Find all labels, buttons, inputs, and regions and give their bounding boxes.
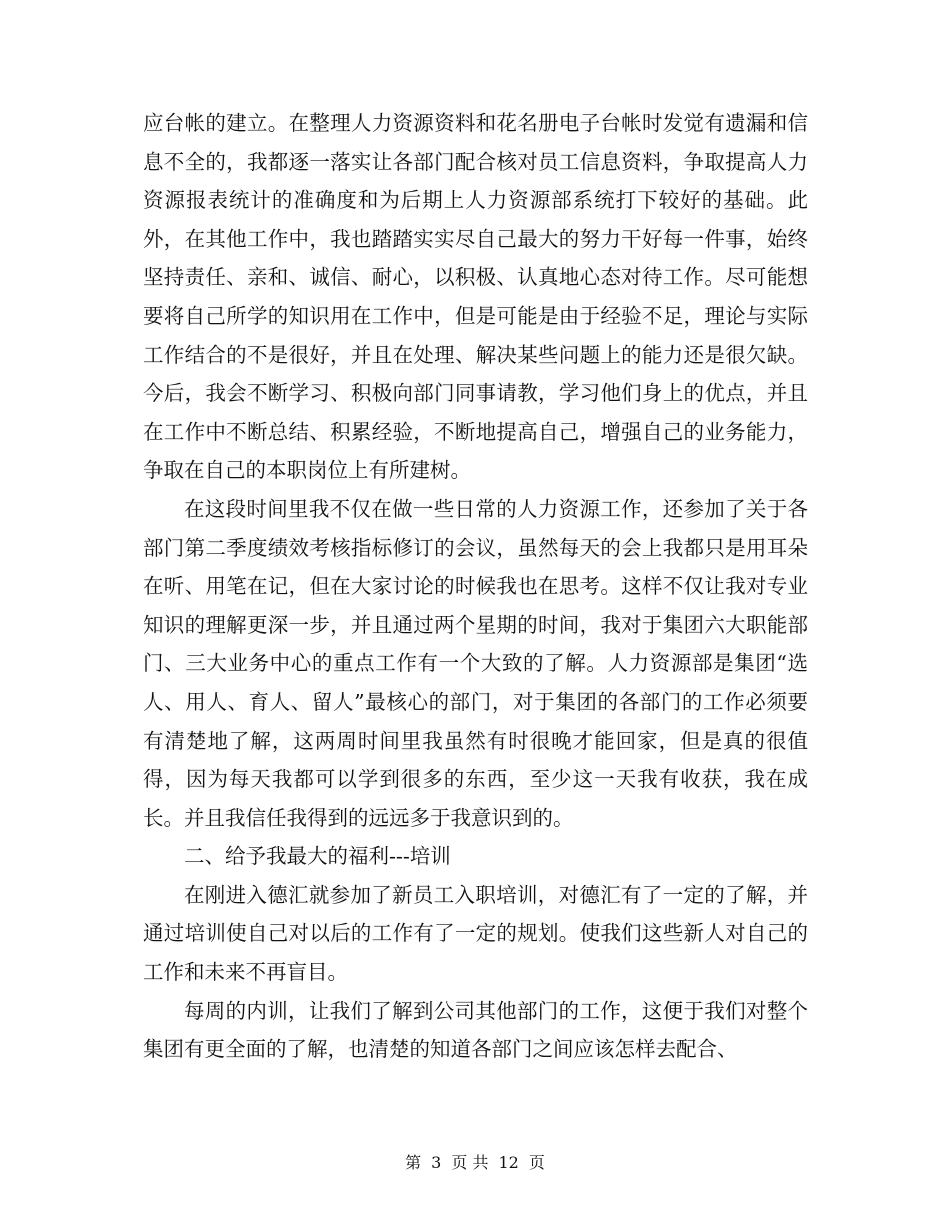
document-body <box>143 104 808 1069</box>
paragraph-2: 在这段时间里我不仅在做一些日常的人力资源工作，还参加了关于各部门第二季度绩效考核指标修订的会议，虽然每天的会上我都只是用耳朵在听、用笔在记，但在大家讨论的时候我也在思考。这样不仅让我对专业知识的理解更深一步，并且通过两个星期的时间，我对于集团六大职能部门、三大业务中心的重点工作有一个大致的了解。人力资源部是集团“选人、用人、育人、留人”最核心的部门，对于集团的各部门的工作必须要有清楚地了解，这两周时间里我虽然有时很晚才能回家，但是真的很值得，因为每天我都可以学到很多的东西，至少这一天我有收获，我在成长。并且我信任我得到的远远多于我意识到的。 <box>143 496 808 830</box>
paragraph-3: 在刚进入德汇就参加了新员工入职培训，对德汇有了一定的了解，并通过培训使自己对以后的工作有了一定的规划。使我们这些新人对自己的工作和未来不再盲目。 <box>143 882 808 985</box>
footer-current-page: 3 <box>431 1153 442 1172</box>
footer-total-pages: 12 <box>498 1153 519 1172</box>
page-footer <box>0 1150 950 1173</box>
footer-suffix: 页 <box>528 1153 545 1172</box>
footer-middle: 页 共 <box>451 1153 489 1172</box>
section-heading: 二、给予我最大的福利---培训 <box>184 844 451 869</box>
paragraph-4: 每周的内训，让我们了解到公司其他部门的工作，这便于我们对整个集团有更全面的了解，也清楚的知道各部门之间应该怎样去配合、 <box>143 998 808 1062</box>
paragraph-1: 应台帐的建立。在整理人力资源资料和花名册电子台帐时发觉有遗漏和信息不全的，我都逐一落实让各部门配合核对员工信息资料，争取提高人力资源报表统计的准确度和为后期上人力资源部系统打下较好的基础。此外，在其他工作中，我也踏踏实实尽自己最大的努力干好每一件事，始终坚持责任、亲和、诚信、耐心，以积极、认真地心态对待工作。尽可能想要将自己所学的知识用在工作中，但是可能是由于经验不足，理论与实际工作结合的不是很好，并且在处理、解决某些问题上的能力还是很欠缺。今后，我会不断学习、积极向部门同事请教，学习他们身上的优点，并且在工作中不断总结、积累经验，不断地提高自己，增强自己的业务能力，争取在自己的本职岗位上有所建树。 <box>143 111 808 483</box>
footer-prefix: 第 <box>405 1153 422 1172</box>
